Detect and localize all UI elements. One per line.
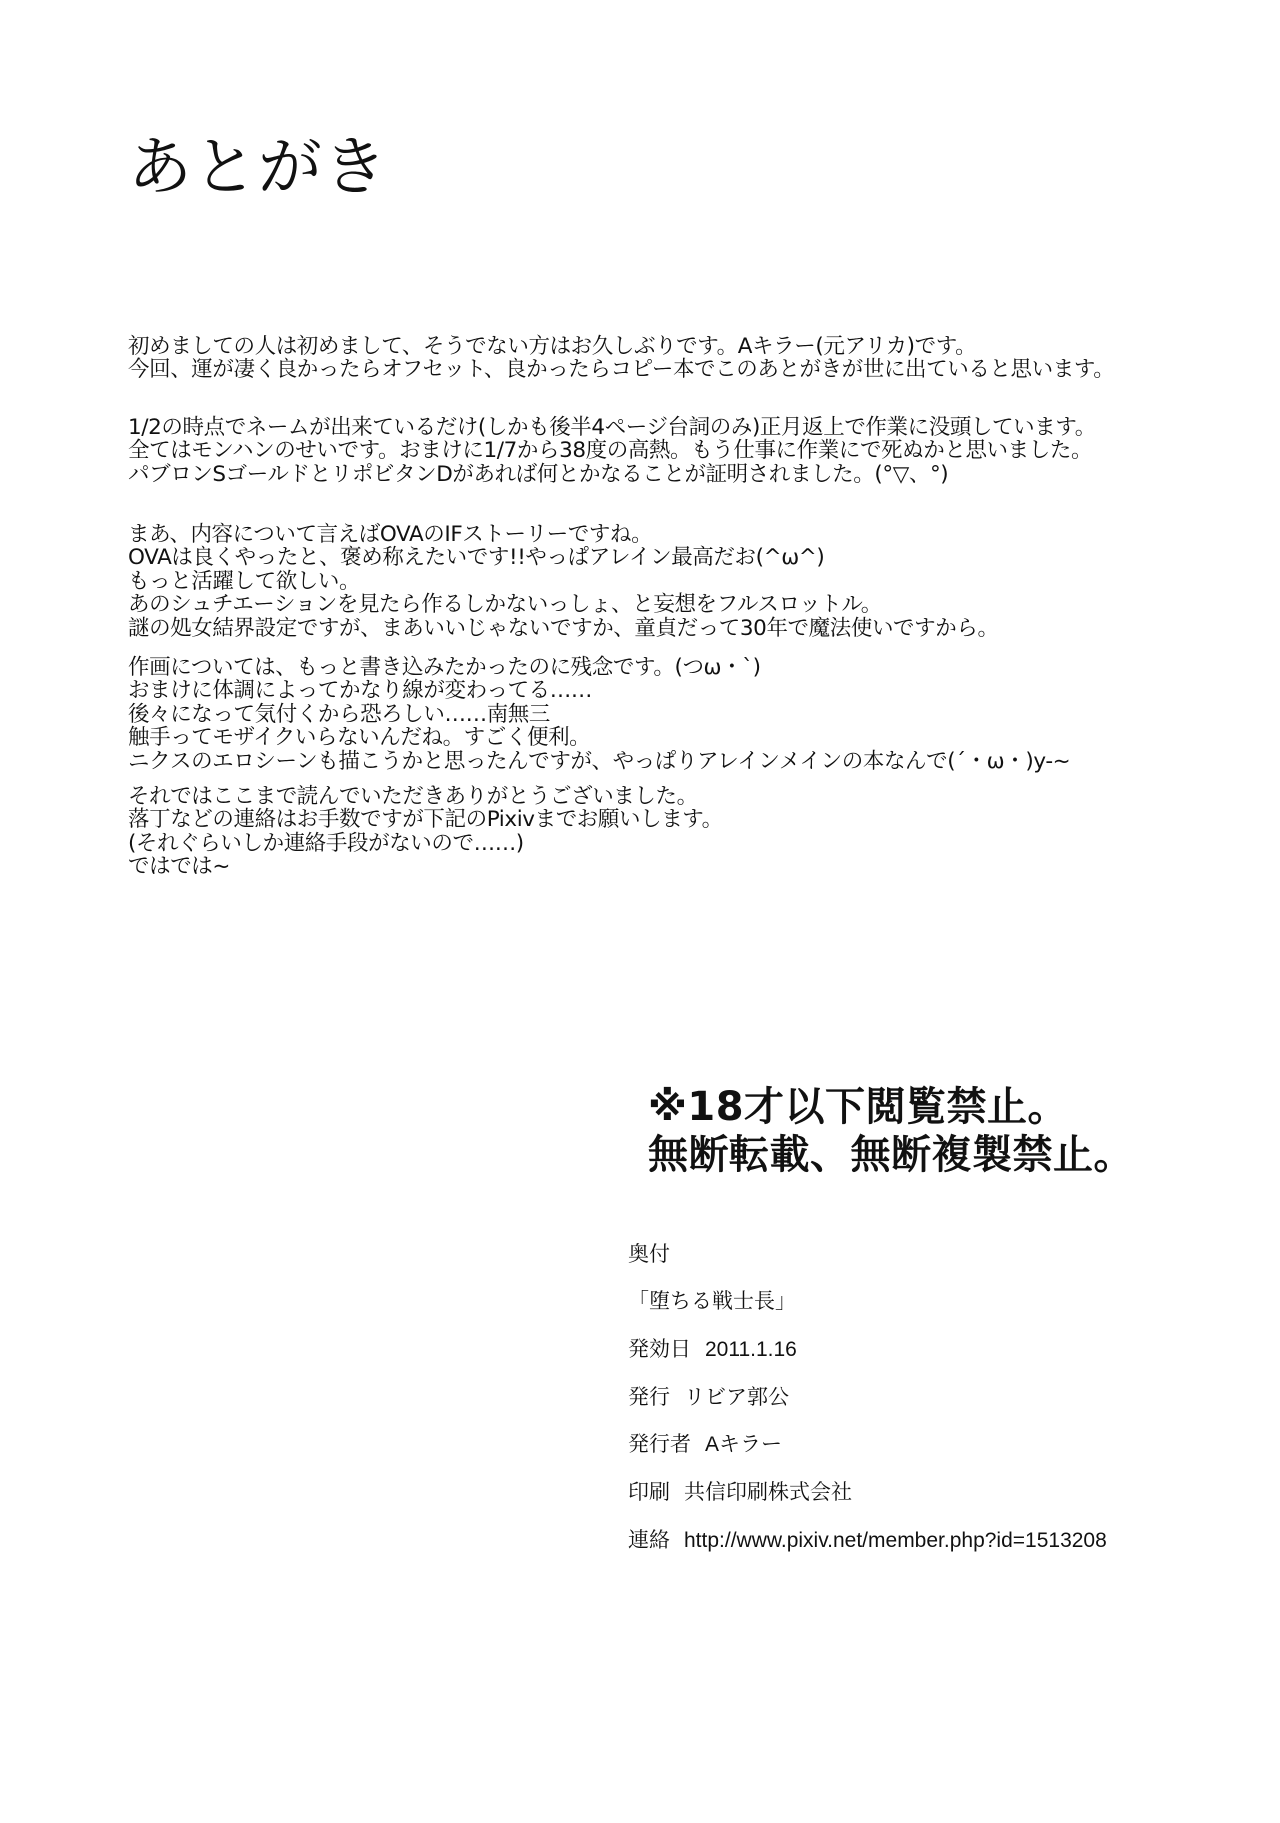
colophon-value: 共信印刷株式会社 [684,1481,852,1504]
text-line: 謎の処女結界設定ですが、まあいいじゃないですか、童貞だって30年で魔法使いですから。 [128,615,999,641]
colophon-label: 印刷 [628,1480,670,1504]
afterword-paragraph-1 [128,335,1178,382]
afterword-paragraph-4 [128,656,1178,773]
colophon-row-issuer [628,1428,782,1458]
colophon-row-issue-date [628,1333,797,1363]
colophon-book-title: 「堕ちる戦士長」 [628,1289,796,1313]
text-line: それではここまで読んでいただきありがとうございました。 [128,784,698,809]
colophon-label: 発効日 [628,1337,691,1361]
text-line: OVAは良くやったと、褒め称えたいです!!やっぱアレイン最高だお(^ω^) [128,545,825,571]
text-line: 初めましての人は初めまして、そうでない方はお久しぶりです。Aキラー(元アリカ)です。 [128,334,977,359]
warning-line: 無断転載、無断複製禁止。 [648,1132,1134,1178]
text-line: あのシュチエーションを見たら作るしかないっしょ、と妄想をフルスロットル。 [128,592,882,618]
colophon-row-publisher [628,1381,789,1411]
colophon-label: 発行者 [628,1432,691,1456]
colophon-heading: 奥付 [628,1242,670,1266]
colophon-label: 発行 [628,1385,670,1409]
contact-url: http://www.pixiv.net/member.php?id=1513208 [684,1529,1107,1552]
page-title: あとがき [128,131,388,205]
text-line: 1/2の時点でネームが出来ているだけ(しかも後半4ページ台詞のみ)正月返上で作業に没頭しています。 [128,415,1096,440]
text-line: ではでは~ [128,854,231,880]
text-line: 触手ってモザイクいらないんだね。すごく便利。 [128,725,591,751]
text-line: ニクスのエロシーンも描こうかと思ったんですが、やっぱりアレインメインの本なんで(´・ω・)y-~ [128,748,1071,774]
age-restriction-notice [648,1083,1134,1179]
text-line: もっと活躍して欲しい。 [128,568,361,594]
text-line: 全てはモンハンのせいです。おまけに1/7から38度の高熱。もう仕事に作業にで死ぬかと思いました。 [128,438,1093,464]
colophon-row-contact [628,1524,1107,1554]
text-line: おまけに体調によってかなり線が変わってる…… [128,678,592,704]
text-line: (それぐらいしか連絡手段がないので……) [128,830,524,856]
text-line: 今回、運が凄く良かったらオフセット、良かったらコピー本でこのあとがきが世に出ていると思います。 [128,357,1115,383]
text-line: まあ、内容について言えばOVAのIFストーリーですね。 [128,522,653,547]
colophon-row-printer [628,1476,852,1506]
afterword-paragraph-3 [128,523,1178,640]
warning-line: ※18才以下閲覧禁止。 [648,1084,1069,1130]
colophon-value: 2011.1.16 [705,1338,797,1361]
text-line: 作画については、もっと書き込みたかったのに残念です。(つω・`) [128,655,761,680]
afterword-paragraph-5 [128,785,1178,879]
colophon-value: リビア郭公 [684,1386,789,1409]
text-line: 落丁などの連絡はお手数ですが下記のPixivまでお願いします。 [128,807,723,833]
colophon-label: 連絡 [628,1528,670,1552]
text-line: 後々になって気付くから恐ろしい……南無三 [128,701,551,727]
text-line: パブロンSゴールドとリポビタンDがあれば何とかなることが証明されました。(°▽、°) [128,461,949,487]
afterword-paragraph-2 [128,416,1178,486]
colophon-value: Aキラー [705,1433,783,1456]
